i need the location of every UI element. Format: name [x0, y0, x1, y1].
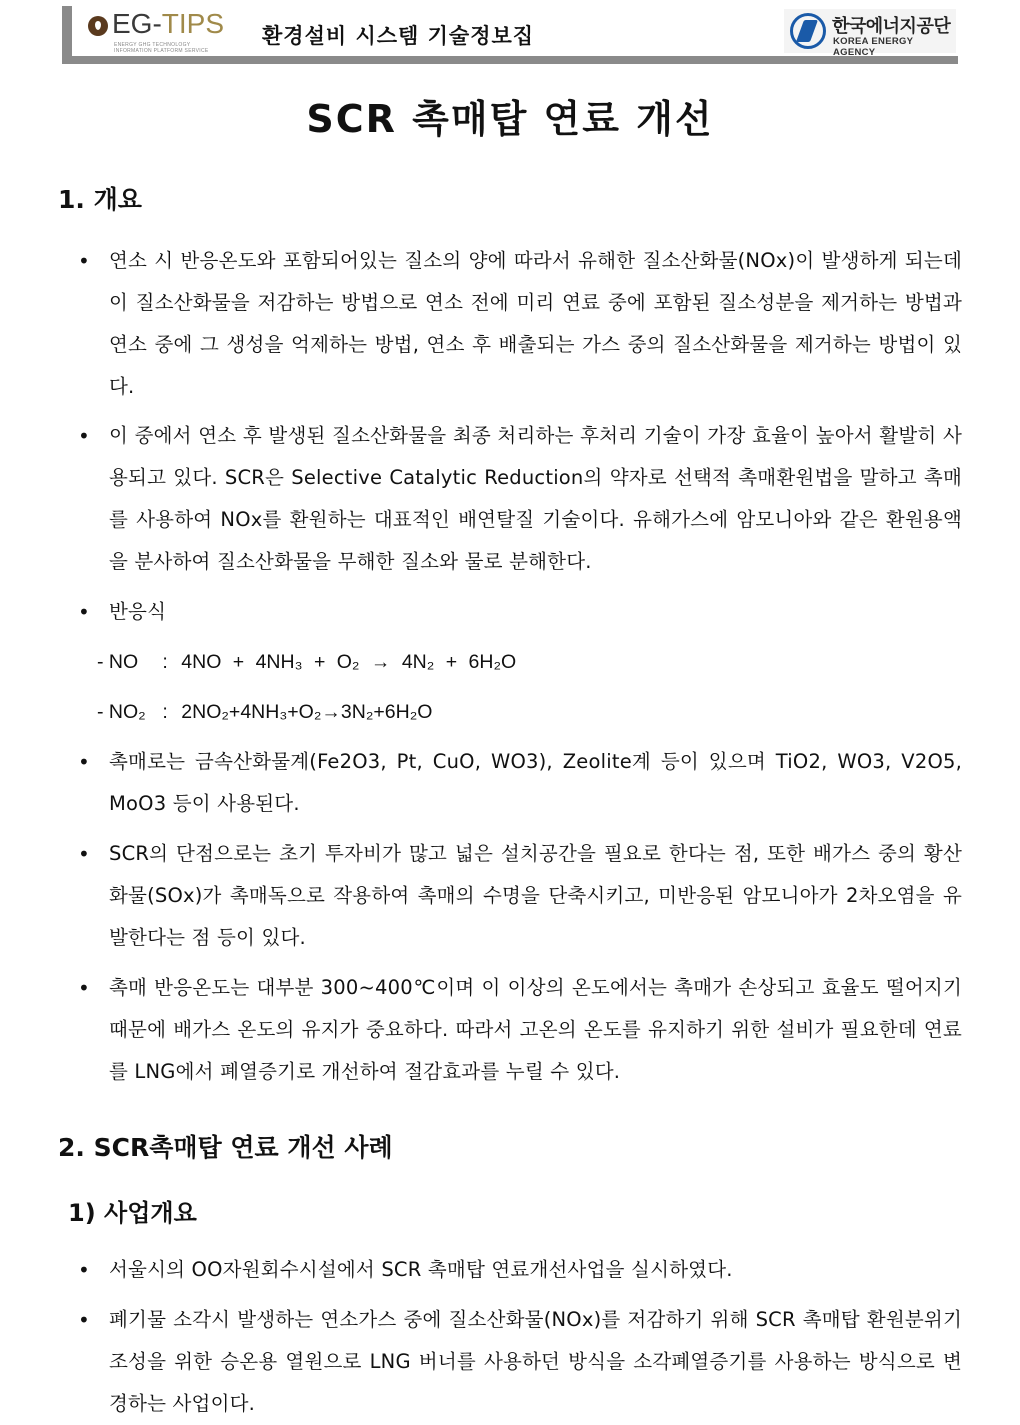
bullet-icon: • [78, 976, 90, 1000]
formula-no: - NO : 4NO + 4NH₃ + O₂ → 4N₂ + 6H₂O [97, 651, 517, 673]
eg-tips-logo [88, 10, 258, 52]
logo-subtitle: ENERGY GHG TECHNOLOGY INFORMATION PLATFORM SERVICE [114, 42, 209, 54]
kea-name-kr: 한국에너지공단 [832, 16, 951, 37]
kea-emblem-icon [790, 13, 826, 49]
bullet-icon: • [78, 842, 90, 866]
header-bottom-bar [62, 56, 958, 64]
korea-energy-agency-logo [784, 9, 956, 58]
logo-eg-text: EG- [112, 8, 162, 39]
formula-equation: 2NO₂+4NH₃+O₂→3N₂+6H₂O [181, 701, 433, 723]
formula-no2: - NO₂ : 2NO₂+4NH₃+O₂→3N₂+6H₂O [97, 701, 433, 723]
formula-label: - NO [97, 651, 139, 673]
formula-label: - NO₂ [97, 701, 146, 723]
section-heading-overview: 1. 개요 [58, 185, 142, 214]
bullet-icon: • [78, 600, 90, 624]
drop-icon [88, 16, 108, 36]
bullet-icon: • [78, 1308, 90, 1332]
page-header [62, 6, 958, 64]
logo-tips-text: TIPS [161, 8, 225, 39]
bullet-icon: • [78, 424, 90, 448]
header-title: 환경설비 시스템 기술정보집 [262, 24, 535, 48]
document-title: SCR 촉매탑 연료 개선 [306, 97, 714, 141]
kea-name-en: KOREA ENERGY AGENCY [833, 36, 914, 58]
subsection-heading-overview: 1) 사업개요 [68, 1199, 197, 1227]
bullet-icon: • [78, 1258, 90, 1282]
bullet-icon: • [78, 750, 90, 774]
bullet-icon: • [78, 249, 90, 273]
formula-equation: 4NO + 4NH₃ + O₂ → 4N₂ + 6H₂O [181, 651, 517, 673]
section-heading-case: 2. SCR촉매탑 연료 개선 사례 [58, 1133, 393, 1162]
